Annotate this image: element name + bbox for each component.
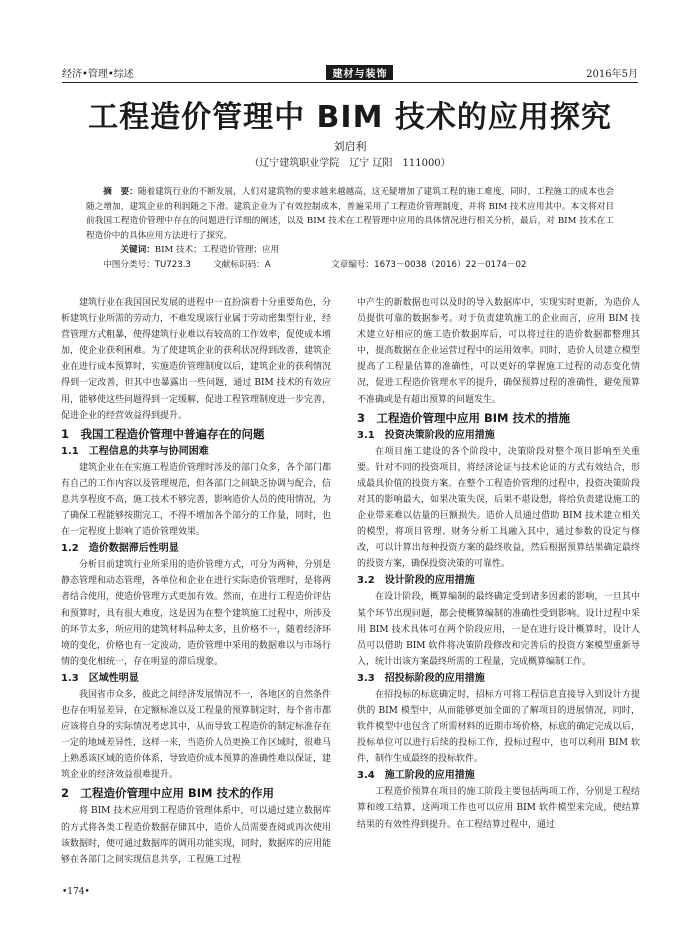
header-date: 2016年5月: [586, 69, 638, 80]
paragraph: 工程造价预算在项目的施工阶段主要包括两项工作，分别是工程结算和竣工结算，这两项工作也可以应用 BIM 软件模型来完成，使结算结果的有效性得到提升。在工程结算过程中，通过: [357, 787, 640, 830]
paragraph: 在招投标的标底确定时，招标方可将工程信息直接导入到设计方提供的 BIM 模型中，从而能够更加全面的了解项目的进展情况，同时，软件模型中也包含了所需材料的近期市场价格，标底的确定完成以后，投标单位可以进行后续的投标工作，投标过程中，也可以利用 BIM 软件，制作生成最终的投标软件。: [357, 689, 640, 765]
classification-line: [86, 258, 614, 273]
abstract-block: [86, 185, 614, 273]
subsection-heading: 1.1 工程信息的共享与协同困难: [61, 445, 209, 457]
subsection-heading: 3.1 投资决策阶段的应用措施: [357, 429, 495, 441]
paragraph: 我国省市众多，彼此之间经济发展情况不一，各地区的自然条件也存在明显差异，在定额标准以及工程量的预算制定时，每个省市都应该将自身的实际情况考虑其中，从而导致工程造价的制定标准存在一定的地域差异性，这样一来，当造价人员更换工作区域时，很难马上熟悉该区域的造价体系，导致造价成本预算的准确性难以保证，建筑企业的经济效益很难提升。: [61, 689, 332, 781]
running-header: [62, 64, 638, 80]
section-heading: 1 我国工程造价管理中普遍存在的问题: [61, 426, 265, 441]
author-name: 刘启利: [333, 140, 367, 153]
abstract-text: 随着建筑行业的不断发展，人们对建筑物的要求越来越越高，这无疑增加了建筑工程的施工难度，同时，工程施工的成本也会随之增加，建筑企业的利润随之下滑。建筑企业为了有效控制成本，普遍采用了工程造价管理制度，并将 BIM 技术应用其中。本文将对目前我国工程造价管理中存在的问题进行详细的阐述，以及 BIM 技术在工程管理中应用的具体情况进行相关分析，最后，对 BIM 技术在工程造价中的具体应用方法进行了探究。: [86, 187, 614, 241]
subsection-heading: 3.3 招投标阶段的应用措施: [357, 672, 485, 684]
paragraph: 将 BIM 技术应用到工程造价管理体系中，可以通过建立数据库的方式将各类工程造价数据存储其中，造价人员需要查阅或再次使用该数据时，便可通过数据库的调用功能实现，同时，数据库的应用能够在各部门之间实现信息共享，工程施工过程: [61, 806, 332, 865]
subsection-heading: 1.3 区域性明显: [61, 672, 139, 684]
subsection-heading: 1.2 造价数据滞后性明显: [61, 543, 179, 555]
journal-name: 建材与装饰: [326, 65, 393, 80]
affiliation: （辽宁建筑职业学院 辽宁 辽阳 111000）: [249, 158, 451, 169]
document-code: 文献标识码：A: [213, 259, 271, 270]
header-rule: [62, 82, 638, 83]
keywords-text: BIM 技术；工程造价管理；应用: [154, 245, 280, 256]
subsection-heading: 3.2 设计阶段的应用措施: [357, 575, 475, 587]
paragraph: 分析目前建筑行业所采用的造价管理方式，可分为两种，分别是静态管理和动态管理，各单位和企业在进行实际造价管理时，是将两者结合使用，使造价管理方式更加有效。然而，在进行工程造价评估和预算时，具有很大难度，这是因为在整个建筑施工过程中，所涉及的环节太多，所应用的建筑材料品种太多，且价格不一，随着经济环境的变化，价格也有一定波动，造价管理中采用的数据难以与市场行情的变化相统一，存在明显的滞后现象。: [61, 560, 332, 667]
subsection-heading: 3.4 施工阶段的应用措施: [357, 770, 475, 782]
paragraph: 在设计阶段，概算编制的最终确定受到诸多因素的影响，一旦其中某个环节出现问题，都会使概算编制的准确性受到影响。设计过程中采用 BIM 技术具体可在两个阶段应用，一是在进行设计概算时，设计人员可以借助 BIM 软件将决策阶段修改和完善后的投资方案模型重新导入，统计出该方案最终所需的工程量，完成概算编制工作。: [357, 592, 640, 667]
clc-number: 中图分类号：TU723.3: [103, 259, 191, 270]
section-heading: 2 工程造价管理中应用 BIM 技术的作用: [61, 786, 274, 801]
section-heading: 3 工程造价管理中应用 BIM 技术的措施: [357, 410, 570, 425]
right-column: [357, 295, 640, 833]
paragraph: 在项目施工建设的各个阶段中，决策阶段对整个项目影响至关重要。针对不同的投资项目，将经济论证与技术论证的方式有效结合，形成最具价值的投资方案。在整个工程造价管理的过程中，投资决策阶段对其的影响最大，如果决策失误，后果不堪设想，将给负责建设施工的企业带来难以估量的巨额损失。造价人员通过借助 BIM 技术建立相关的模型，将项目管理、财务分析工具融入其中，通过参数的设定与修改，可以计算出每种投资方案的最终收益，然后根据预算结果确定最终的投资方案，确保投资决策的可靠性。: [357, 446, 640, 570]
paragraph: 中产生的新数据也可以及时的导入数据库中，实现实时更新，为造价人员提供可靠的数据参考。对于负责建筑施工的企业而言，应用 BIM 技术建立好相应的施工造价数据库后，可以将过往的造价数据都整理其中，提高数据在企业运营过程中的运用效率。同时，造价人员建立模型提高了工程量估算的准确性，可以更好的掌握施工过程的动态变化情况，促进工程造价管理水平的提升，确保预算过程的准确性，避免预算不准确或是有超出预算的问题发生。: [357, 298, 640, 405]
paragraph: 建筑企业在在实施工程造价管理时涉及的部门众多，各个部门都有自己的工作内容以及管理规范，但各部门之间缺乏协调与配合，信息共享程度不高，施工技术不够完善，影响造价人员的使用情况，为了确保工程能够按期完工，不得不增加各个部分的工作量，同时，也在一定程度上影响了造价管理效果。: [61, 462, 332, 538]
intro-paragraph: 建筑行业在我国国民发展的进程中一直扮演着十分重要角色，分析建筑行业所需的劳动力，不难发现该行业属于劳动密集型行业，经营管理方式粗暴，使得建筑行业难以有较高的工作效率，促使成本增加，使企业获利困难。为了使建筑企业的获利状况得到改善，建筑企业在进行成本预算时，实施造价管理制度以后，建筑企业的获利情况得到一定改善，但其中也暴露出一些问题，通过 BIM 技术的有效应用，能够使这些问题得到一定缓解，促进工程管理制度进一步完善，促进企业的经营效益得到提升。: [61, 298, 332, 421]
abstract-label: 摘 要：: [103, 187, 138, 197]
keywords-label: 关键词：: [120, 245, 155, 256]
page-number: •174•: [62, 887, 90, 897]
paper-title: 工程造价管理中 BIM 技术的应用探究: [88, 100, 612, 135]
left-column: [61, 295, 331, 868]
header-section: 经济•管理•综述: [62, 69, 134, 80]
article-number: 文章编号：1673－0038（2016）22－0174－02: [331, 259, 527, 270]
